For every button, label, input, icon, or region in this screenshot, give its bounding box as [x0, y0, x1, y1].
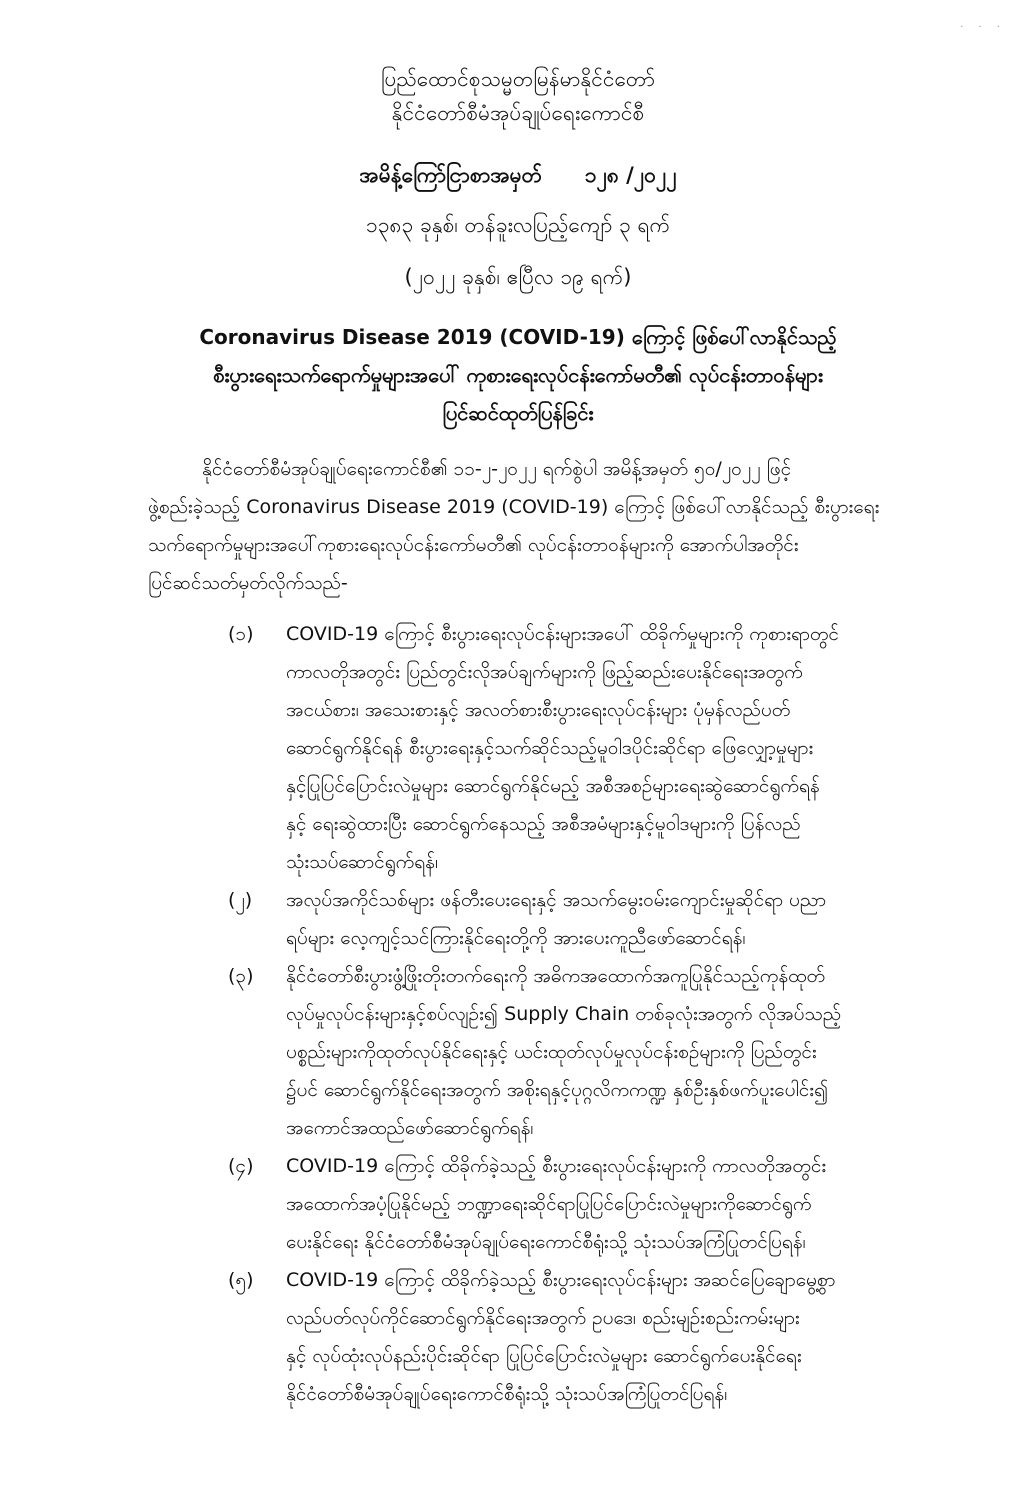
order-label: အမိန့်ကြော်ငြာစာအမှတ်: [359, 163, 543, 187]
item-number: (၄): [228, 1155, 254, 1177]
item-line: လည်ပတ်လုပ်ကိုင်ဆောင်ရွက်နိုင်ရေးအတွက် ဥပဒေ၊ စည်းမျဉ်းစည်းကမ်းများ: [286, 1307, 800, 1329]
item-text: [286, 1147, 992, 1261]
item-line: ဆောင်ရွက်နိုင်ရန် စီးပွားရေးနှင့်သက်ဆိုင်သည့်မူဝါဒပိုင်းဆိုင်ရာ ဖြေလျှော့မှုများ: [286, 737, 814, 759]
document-title: [0, 318, 1036, 432]
intro-paragraph: [148, 450, 993, 602]
intro-line: နိုင်ငံတော်စီမံအုပ်ချုပ်ရေးကောင်စီ၏ ၁၁-၂-၂၀၂၂ ရက်စွဲပါ အမိန့်အမှတ် ၅၀/၂၀၂၂ ဖြင့်: [202, 458, 792, 480]
numbered-list: [0, 615, 1036, 1413]
intro-line: ပြင်ဆင်သတ်မှတ်လိုက်သည်-: [148, 572, 348, 594]
item-line: လုပ်မှုလုပ်ငန်းများနှင့်စပ်လျဉ်း၍ Supply Chain တစ်ခုလုံးအတွက် လိုအပ်သည့်: [286, 1003, 842, 1025]
item-line: နိုင်ငံတော်စီးပွားဖွံ့ဖြိုးတိုးတက်ရေးကို အဓိကအထောက်အကူပြုနိုင်သည့်ကုန်ထုတ်: [286, 965, 826, 987]
intro-line: သက်ရောက်မှုများအပေါ်ကုစားရေးလုပ်ငန်းကော်မတီ၏ လုပ်ငန်းတာဝန်များကို အောက်ပါအတိုင်း: [148, 534, 799, 556]
list-item: [0, 1147, 1036, 1261]
list-item: [0, 1261, 1036, 1413]
list-item: [0, 615, 1036, 881]
scan-marks: · · ·: [960, 22, 1006, 33]
item-line: ပစ္စည်းများကိုထုတ်လုပ်နိုင်ရေးနှင့် ယင်းထုတ်လုပ်မှုလုပ်ငန်းစဉ်များကို ပြည်တွင်း: [286, 1041, 817, 1063]
list-item: [0, 957, 1036, 1147]
item-number: (၃): [228, 965, 254, 987]
item-line: COVID-19 ကြောင့် ထိခိုက်ခဲ့သည့် စီးပွားရေးလုပ်ငန်းများ အဆင်ပြေချောမွေ့စွာ: [286, 1269, 836, 1291]
order-number: ၁၂၈ /၂၀၂၂: [584, 163, 677, 187]
item-line: အငယ်စား၊ အသေးစားနှင့် အလတ်စားစီးပွားရေးလုပ်ငန်းများ ပုံမှန်လည်ပတ်: [286, 699, 791, 721]
item-text: [286, 957, 992, 1147]
item-line: COVID-19 ကြောင့် ထိခိုက်ခဲ့သည့် စီးပွားရေးလုပ်ငန်းများကို ကာလတိုအတွင်း: [286, 1155, 827, 1177]
item-line: နှင့်ပြုပြင်ပြောင်းလဲမှုများ ဆောင်ရွက်နိုင်မည့် အစီအစဉ်များရေးဆွဲဆောင်ရွက်ရန်: [286, 775, 820, 797]
item-line: နိုင်ငံတော်စီမံအုပ်ချုပ်ရေးကောင်စီရုံးသို့ သုံးသပ်အကြံပြုတင်ပြရန်၊: [286, 1383, 728, 1405]
item-number: (၁): [228, 623, 254, 645]
myanmar-date: ၁၃၈၃ ခုနှစ်၊ တန်ခူးလပြည့်ကျော် ၃ ရက်: [365, 213, 671, 237]
title-line-3: ပြင်ဆင်ထုတ်ပြန်ခြင်း: [442, 401, 594, 425]
item-line: ပေးနိုင်ရေး နိုင်ငံတော်စီမံအုပ်ချုပ်ရေးကောင်စီရုံးသို့ သုံးသပ်အကြံပြုတင်ပြရန်၊: [286, 1231, 806, 1253]
item-line: သုံးသပ်ဆောင်ရွက်ရန်၊: [286, 851, 438, 873]
intro-line: ဖွဲ့စည်းခဲ့သည့် Coronavirus Disease 2019 (COVID-19) ကြောင့် ဖြစ်ပေါ်လာနိုင်သည့် စီးပွားရေး: [148, 496, 880, 518]
item-line: ကာလတိုအတွင်း ပြည်တွင်းလိုအပ်ချက်များကို ဖြည့်ဆည်းပေးနိုင်ရေးအတွက်: [286, 661, 803, 683]
item-text: [286, 1261, 992, 1413]
order-number-line: [0, 162, 1036, 193]
item-line: COVID-19 ကြောင့် စီးပွားရေးလုပ်ငန်းများအပေါ် ထိခိုက်မှုများကို ကုစားရာတွင်: [286, 623, 839, 645]
item-line: ၌ပင် ဆောင်ရွက်နိုင်ရေးအတွက် အစိုးရနှင့်ပုဂ္ဂလိကကဏ္ဍ နှစ်ဦးနှစ်ဖက်ပူးပေါင်း၍: [286, 1079, 829, 1101]
council-name: နိုင်ငံတော်စီမံအုပ်ချုပ်ရေးကောင်စီ: [391, 101, 645, 125]
item-line: အကောင်အထည်ဖော်ဆောင်ရွက်ရန်၊: [286, 1117, 534, 1139]
item-text: [286, 881, 992, 957]
item-number: (၅): [228, 1269, 254, 1291]
country-name: ပြည်ထောင်စုသမ္မတမြန်မာနိုင်ငံတော်: [380, 67, 655, 91]
item-line: နှင့် ရေးဆွဲထားပြီး ဆောင်ရွက်နေသည့် အစီအမံများနှင့်မူဝါဒများကို ပြန်လည်: [286, 813, 801, 835]
title-line-2: စီးပွားရေးသက်ရောက်မှုများအပေါ် ကုစားရေးလုပ်ငန်းကော်မတီ၏ လုပ်ငန်းတာဝန်များ: [213, 363, 823, 387]
title-line-1: Coronavirus Disease 2019 (COVID-19) ကြောင့် ဖြစ်ပေါ်လာနိုင်သည့်: [199, 325, 837, 349]
item-text: [286, 615, 992, 881]
item-number: (၂): [228, 889, 253, 911]
item-line: နှင့် လုပ်ထုံးလုပ်နည်းပိုင်းဆိုင်ရာ ပြုပြင်ပြောင်းလဲမှုများ ဆောင်ရွက်ပေးနိုင်ရေး: [286, 1345, 802, 1367]
gregorian-date: (၂၀၂၂ ခုနှစ်၊ ဧပြီလ ၁၉ ရက်): [404, 265, 632, 289]
list-item: [0, 881, 1036, 957]
item-line: အလုပ်အကိုင်သစ်များ ဖန်တီးပေးရေးနှင့် အသက်မွေးဝမ်းကျောင်းမှုဆိုင်ရာ ပညာ: [286, 889, 827, 911]
item-line: အထောက်အပံ့ပြုနိုင်မည့် ဘဏ္ဍာရေးဆိုင်ရာပြုပြင်ပြောင်းလဲမှုများကိုဆောင်ရွက်: [286, 1193, 812, 1215]
item-line: ရပ်များ လေ့ကျင့်သင်ကြားနိုင်ရေးတို့ကို အားပေးကူညီဖော်ဆောင်ရန်၊: [286, 927, 746, 949]
document-header: [0, 62, 1036, 130]
